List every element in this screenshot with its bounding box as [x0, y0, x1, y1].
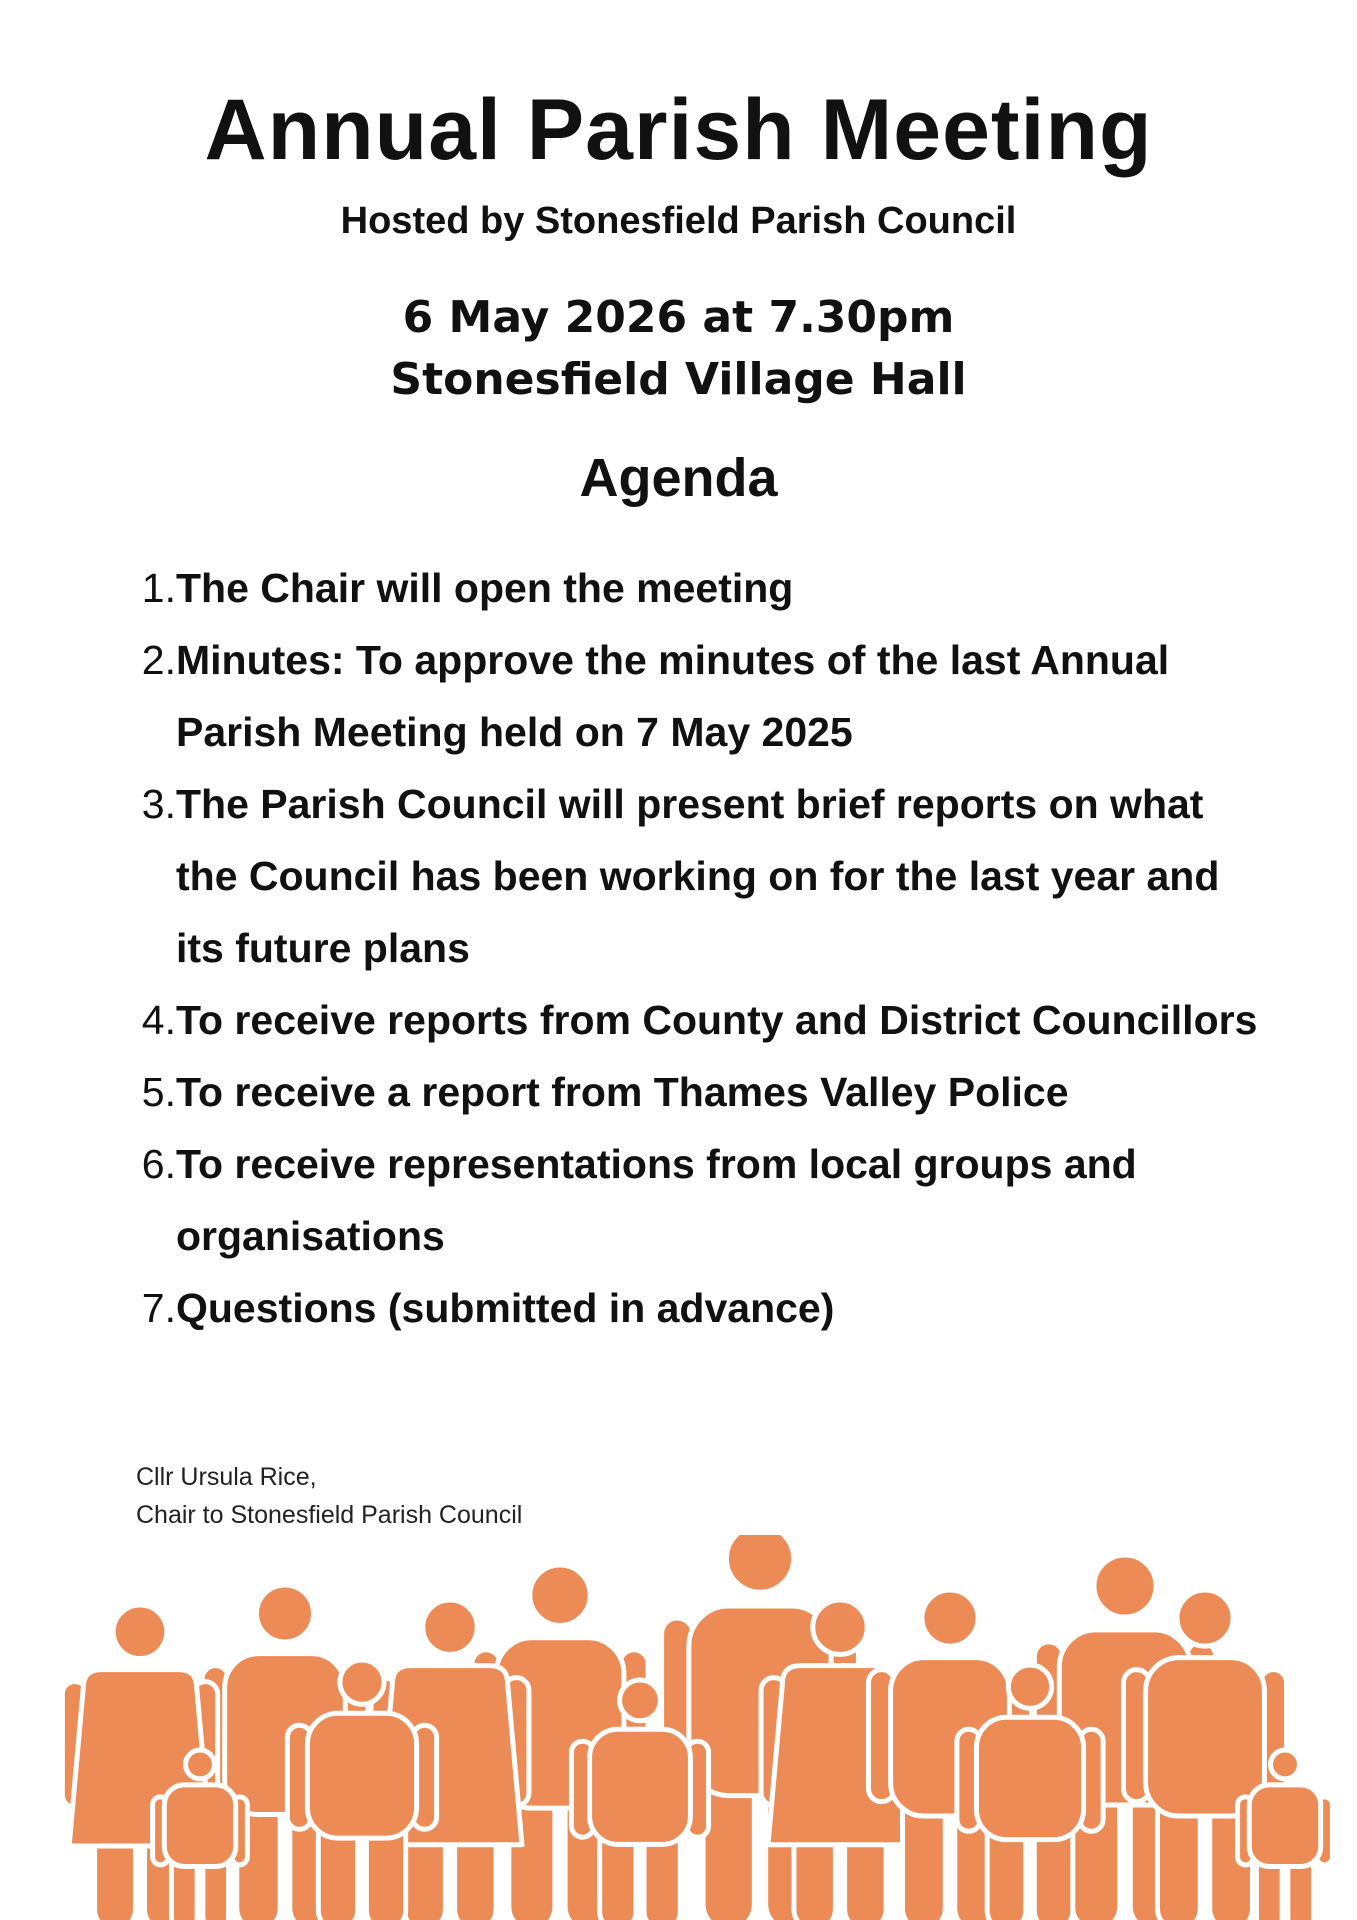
- agenda-item-text: To receive reports from County and District Councillors: [176, 997, 1258, 1043]
- people-group-icon: [0, 1535, 1357, 1920]
- signature-name: Cllr Ursula Rice,: [136, 1463, 317, 1491]
- agenda-item-text: To receive representations from local groups and organisations: [176, 1141, 1137, 1259]
- agenda-item-number: 4.: [141, 997, 176, 1043]
- agenda-item-3: [130, 768, 1260, 984]
- agenda-item-number: 5.: [141, 1069, 176, 1115]
- agenda-item-text: The Parish Council will present brief reports on what the Council has been working on for the last year and its future plans: [176, 781, 1220, 971]
- agenda-item-2: [130, 624, 1260, 768]
- agenda-item-6: [130, 1128, 1260, 1272]
- agenda-item-text: The Chair will open the meeting: [176, 565, 794, 611]
- event-venue: Stonesfield Village Hall: [390, 354, 967, 405]
- agenda-item-text: Questions (submitted in advance): [176, 1285, 835, 1331]
- agenda-item-4: [130, 984, 1260, 1056]
- signature-role: Chair to Stonesfield Parish Council: [136, 1501, 523, 1529]
- agenda-item-5: [130, 1056, 1260, 1128]
- agenda-heading: Agenda: [579, 448, 778, 508]
- agenda-item-number: 6.: [141, 1141, 176, 1187]
- agenda-item-number: 3.: [141, 781, 176, 827]
- agenda-item-number: 2.: [141, 637, 176, 683]
- agenda-item-text: Minutes: To approve the minutes of the last Annual Parish Meeting held on 7 May 2025: [176, 637, 1170, 755]
- agenda-item-number: 1.: [141, 565, 176, 611]
- event-date-time: 6 May 2026 at 7.30pm: [402, 292, 955, 343]
- signature-block: [136, 1458, 522, 1534]
- page-subtitle: Hosted by Stonesfield Parish Council: [340, 200, 1017, 242]
- agenda-item-7: [130, 1272, 1260, 1344]
- agenda-item-number: 7.: [141, 1285, 176, 1331]
- agenda-item-text: To receive a report from Thames Valley Police: [176, 1069, 1069, 1115]
- agenda-list: [130, 552, 1260, 1344]
- agenda-item-1: [130, 552, 1260, 624]
- page-title: Annual Parish Meeting: [204, 82, 1153, 178]
